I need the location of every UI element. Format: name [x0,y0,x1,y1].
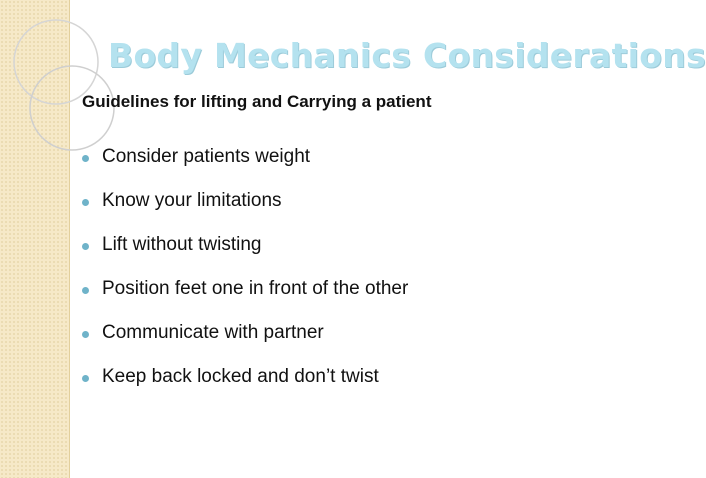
list-item [82,366,408,410]
page-title: Body Mechanics Considerations [108,36,706,75]
page-subtitle: Guidelines for lifting and Carrying a patient [82,92,432,111]
bullet-text: Lift without twisting [102,234,262,255]
bullet-list [82,146,408,410]
list-item [82,146,408,190]
list-item [82,234,408,278]
bullet-icon [82,331,89,338]
bullet-icon [82,199,89,206]
bullet-icon [82,155,89,162]
bullet-text: Know your limitations [102,190,282,211]
bullet-icon [82,243,89,250]
list-item [82,278,408,322]
bullet-icon [82,287,89,294]
list-item [82,322,408,366]
bullet-text: Position feet one in front of the other [102,278,409,299]
bullet-icon [82,375,89,382]
list-item [82,190,408,234]
bullet-text: Communicate with partner [102,322,324,343]
bullet-text: Consider patients weight [102,146,311,167]
decorative-circles [0,0,140,170]
bullet-text: Keep back locked and don’t twist [102,366,379,387]
